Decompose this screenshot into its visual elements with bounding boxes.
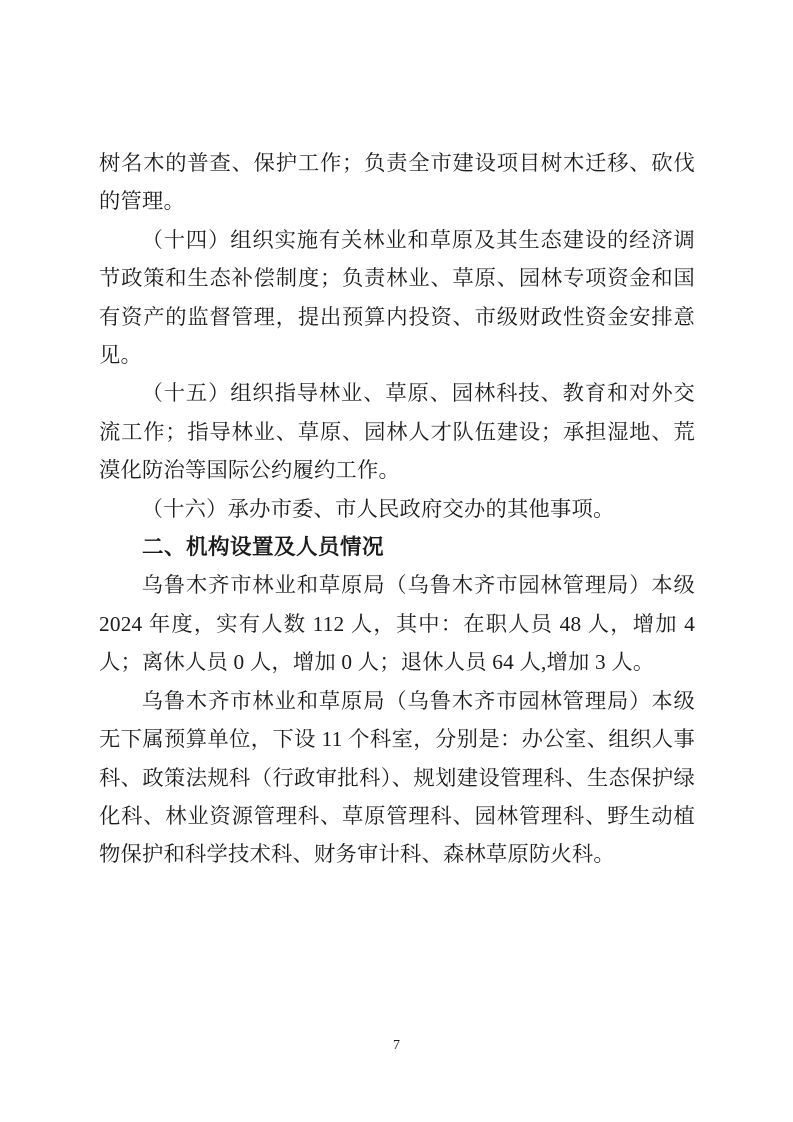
paragraph-personnel-figures: 乌鲁木齐市林业和草原局（乌鲁木齐市园林管理局）本级 2024 年度，实有人数 112 人，其中：在职人员 48 人，增加 4 人；离休人员 0 人，增加 0 人；退休人员 64 人,增加 3 人。 [99, 573, 695, 675]
paragraph-item-15: （十五）组织指导林业、草原、园林科技、教育和对外交流工作；指导林业、草原、园林人才队伍建设；承担湿地、荒漠化防治等国际公约履约工作。 [99, 381, 695, 483]
page-number: 7 [393, 1038, 400, 1053]
paragraph-continuation: 树名木的普查、保护工作；负责全市建设项目树木迁移、砍伐的管理。 [99, 151, 695, 214]
paragraph-item-14: （十四）组织实施有关林业和草原及其生态建设的经济调节政策和生态补偿制度；负责林业、草原、园林专项资金和国有资产的监督管理，提出预算内投资、市级财政性资金安排意见。 [99, 227, 695, 368]
page-content [99, 144, 695, 874]
paragraph-departments-list: 乌鲁木齐市林业和草原局（乌鲁木齐市园林管理局）本级无下属预算单位，下设 11 个科室，分别是：办公室、组织人事科、政策法规科（行政审批科）、规划建设管理科、生态保护绿化科、林业资源管理科、草原管理科、园林管理科、野生动植物保护和科学技术科、财务审计科、森林草原防火科。 [99, 688, 695, 867]
paragraph-item-16: （十六）承办市委、市人民政府交办的其他事项。 [141, 496, 615, 521]
section-heading-organization: 二、机构设置及人员情况 [142, 535, 385, 560]
